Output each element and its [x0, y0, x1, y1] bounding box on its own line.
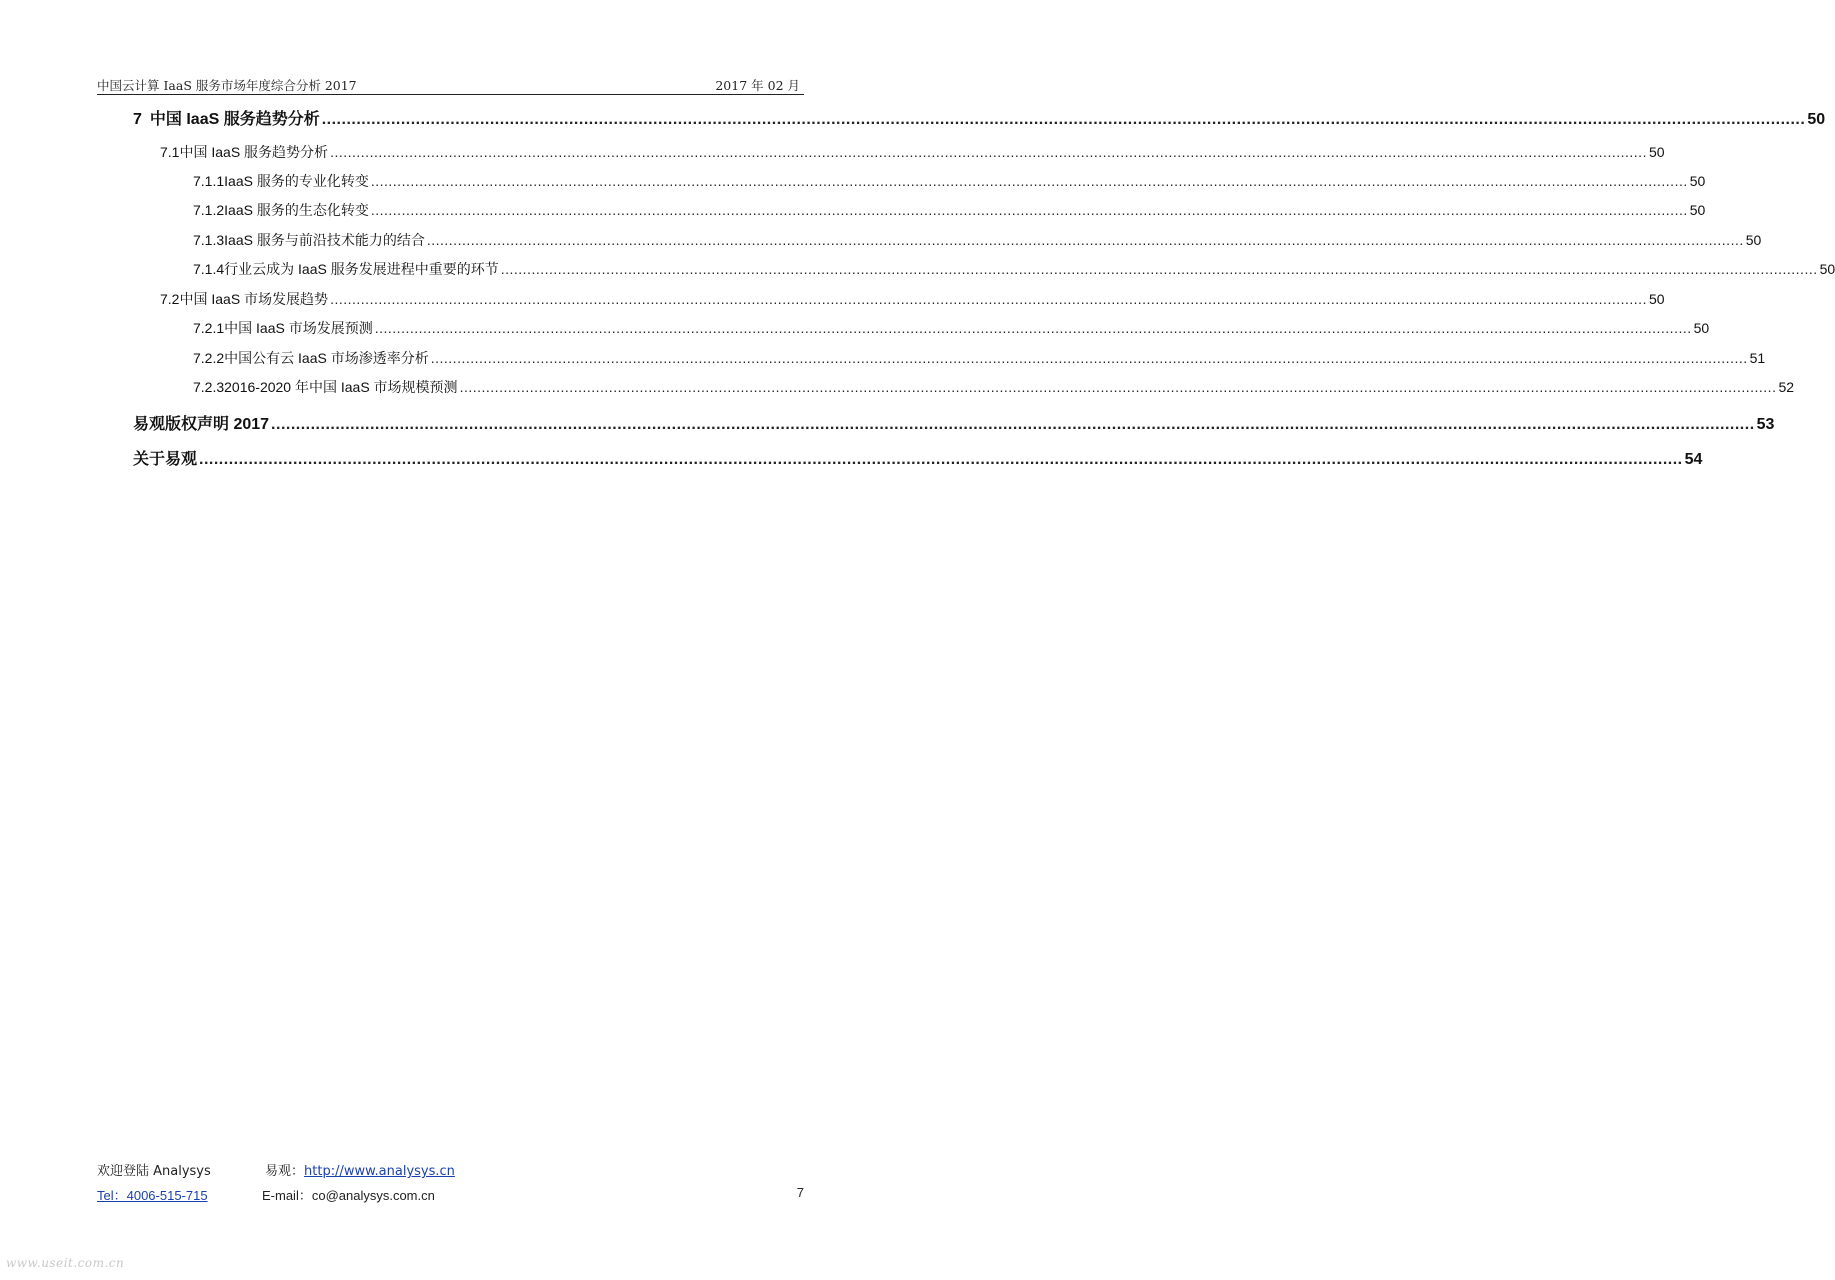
toc-entry-title: IaaS 服务的生态化转变 [224, 202, 369, 218]
toc-entry-title: 关于易观 [133, 451, 198, 468]
toc-leader-dots: ............................................................................................................................................................................................................................................................................................................ [426, 232, 1744, 248]
toc-entry-title: 易观版权声明 2017 [133, 416, 270, 433]
page-header [97, 74, 804, 95]
footer-site [265, 1160, 455, 1179]
toc-entry-title: IaaS 服务的专业化转变 [224, 173, 369, 189]
watermark-text: www.useit.com.cn [6, 1256, 125, 1270]
toc-entry-number: 7.2.2 [193, 350, 225, 366]
toc-entry-number: 7.1.1 [193, 173, 225, 189]
toc-entry-title: 中国 IaaS 服务趋势分析 [149, 111, 320, 128]
footer-tel[interactable]: Tel：4006-515-715 [97, 1188, 208, 1203]
footer-site-label: 易观： [265, 1164, 305, 1179]
toc-leader-dots: ............................................................................................................................................................................................................................................................................................................ [330, 144, 1647, 160]
toc-leader-dots: ............................................................................................................................................................................................................................................................................................................ [374, 320, 1692, 336]
toc-entry-title: 中国 IaaS 市场发展预测 [224, 320, 373, 336]
toc-leader-dots: ............................................................................................................................................................................................................................................................................................................ [199, 451, 1683, 468]
toc-entry[interactable] [160, 289, 1665, 309]
toc-entry-title: IaaS 服务与前沿技术能力的结合 [224, 232, 425, 248]
toc-entry[interactable] [133, 411, 1775, 434]
toc-leader-dots: ............................................................................................................................................................................................................................................................................................................ [370, 173, 1688, 189]
toc-entry-page: 52 [1778, 379, 1795, 395]
toc-entry-number: 7 [133, 111, 142, 128]
toc-entry-page: 50 [1807, 111, 1826, 128]
toc-entry-title: 行业云成为 IaaS 服务发展进程中重要的环节 [224, 261, 499, 277]
toc-entry-number: 7.2 [160, 291, 180, 307]
page-footer [97, 1160, 804, 1203]
toc-entry[interactable] [193, 200, 1706, 220]
toc-entry[interactable] [133, 446, 1703, 469]
toc-entry-number: 7.2.3 [193, 379, 225, 395]
toc-entry-number: 7.1.2 [193, 202, 225, 218]
toc-entry-page: 50 [1693, 320, 1710, 336]
toc-entry-number: 7.1.4 [193, 261, 225, 277]
toc-entry-title: 中国 IaaS 服务趋势分析 [179, 144, 329, 160]
toc-entry-page: 50 [1648, 291, 1665, 307]
toc-entry-page: 51 [1749, 350, 1766, 366]
toc-entry[interactable] [193, 348, 1766, 368]
toc-entry-page: 53 [1756, 416, 1775, 433]
footer-site-link[interactable]: http://www.analysys.cn [304, 1164, 455, 1179]
toc-entry-title: 中国 IaaS 市场发展趋势 [179, 291, 329, 307]
toc-entry-number: 7.1.3 [193, 232, 225, 248]
toc-entry-number: 7.1 [160, 144, 180, 160]
page-number: 7 [796, 1185, 804, 1200]
toc-entry-page: 50 [1745, 232, 1762, 248]
toc-entry-number: 7.2.1 [193, 320, 225, 336]
toc-entry[interactable] [193, 230, 1762, 250]
toc-leader-dots: ............................................................................................................................................................................................................................................................................................................ [500, 261, 1818, 277]
toc-entry-page: 50 [1689, 173, 1706, 189]
toc-entry-title: 2016-2020 年中国 IaaS 市场规模预测 [224, 379, 458, 395]
toc-entry[interactable] [160, 142, 1665, 162]
footer-welcome: 欢迎登陆 Analysys [97, 1164, 211, 1179]
report-date: 2017 年 02 月 [715, 78, 800, 93]
toc-entry[interactable] [133, 106, 1826, 129]
toc-entry-page: 50 [1689, 202, 1706, 218]
toc-leader-dots: ............................................................................................................................................................................................................................................................................................................ [330, 291, 1647, 307]
toc-entry-page: 50 [1648, 144, 1665, 160]
toc-leader-dots: ............................................................................................................................................................................................................................................................................................................ [271, 416, 1755, 433]
toc-entry[interactable] [193, 171, 1706, 191]
toc-leader-dots: ............................................................................................................................................................................................................................................................................................................ [430, 350, 1748, 366]
toc-entry-page: 54 [1684, 451, 1703, 468]
toc-leader-dots: ............................................................................................................................................................................................................................................................................................................ [370, 202, 1688, 218]
toc-entry[interactable] [193, 259, 1835, 279]
footer-email: E-mail：co@analysys.com.cn [262, 1188, 435, 1203]
toc-entry[interactable] [193, 318, 1710, 338]
toc-leader-dots: ............................................................................................................................................................................................................................................................................................................ [459, 379, 1777, 395]
toc-entry-title: 中国公有云 IaaS 市场渗透率分析 [224, 350, 429, 366]
toc-entry[interactable] [193, 377, 1795, 397]
toc-leader-dots: ............................................................................................................................................................................................................................................................................................................ [321, 111, 1806, 128]
report-title: 中国云计算 IaaS 服务市场年度综合分析 2017 [97, 78, 357, 93]
toc-entry-page: 50 [1819, 261, 1835, 277]
